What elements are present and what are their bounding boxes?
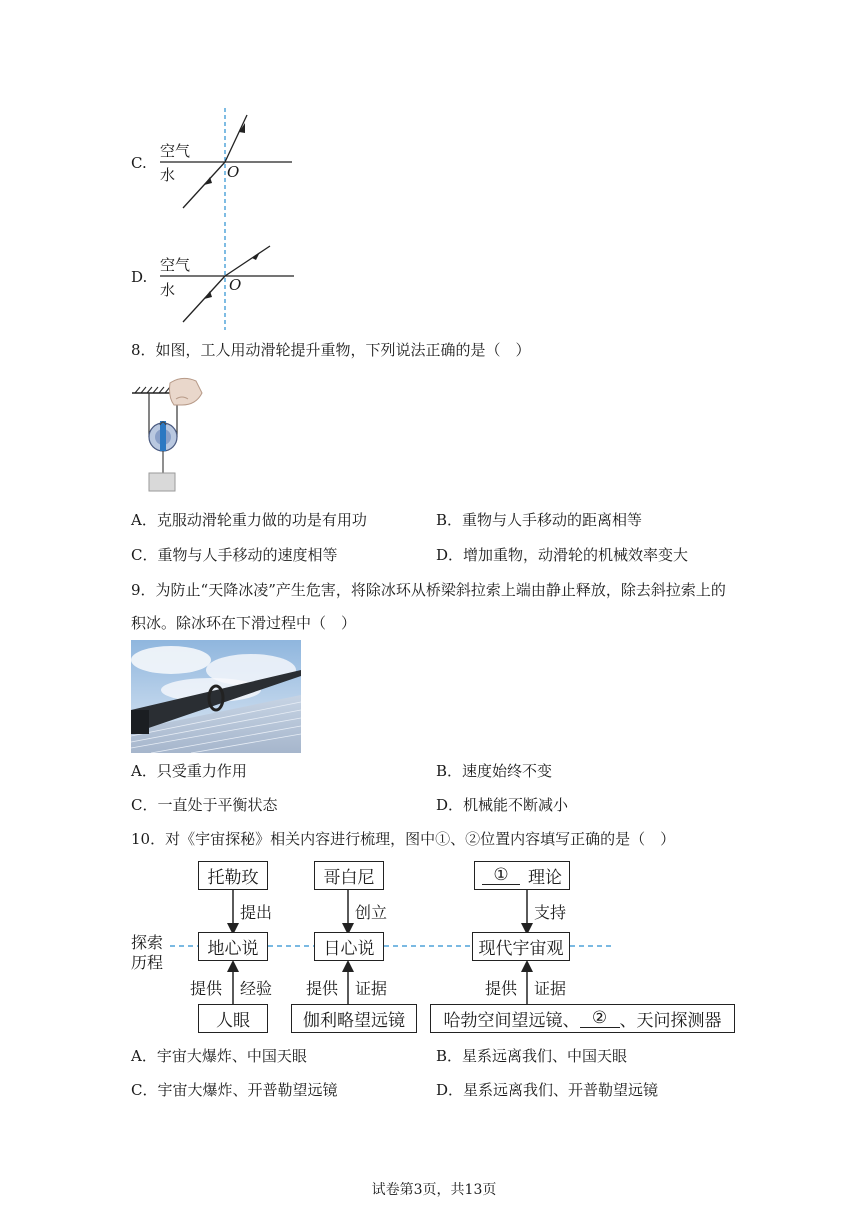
box-copernicus: 哥白尼 bbox=[314, 861, 384, 890]
q10-option-b[interactable]: B．星系远离我们、中国天眼 bbox=[436, 1047, 628, 1065]
label-provide-1: 提供 bbox=[190, 979, 223, 998]
q10-option-a[interactable]: A．宇宙大爆炸、中国天眼 bbox=[131, 1047, 307, 1065]
question-8-stem: 8．如图，工人用动滑轮提升重物，下列说法正确的是（ ） bbox=[131, 341, 531, 359]
tianwen-text: 、天问探测器 bbox=[619, 1011, 722, 1031]
q9-option-c[interactable]: C．一直处于平衡状态 bbox=[131, 796, 278, 814]
page-footer: 试卷第3页，共13页 bbox=[371, 1182, 497, 1198]
q8-option-c[interactable]: C．重物与人手移动的速度相等 bbox=[131, 546, 338, 564]
label-evidence-2: 证据 bbox=[355, 979, 388, 998]
box-galileo-telescope: 伽利略望远镜 bbox=[291, 1004, 417, 1033]
question-9-stem-line1: 9．为防止“天降冰凌”产生危害，将除冰环从桥梁斜拉索上端由静止释放，除去斜拉索上的 bbox=[131, 581, 726, 599]
q8-option-a[interactable]: A．克服动滑轮重力做的功是有用功 bbox=[131, 511, 367, 529]
water-label-c: 水 bbox=[160, 166, 176, 184]
box-heliocentric: 日心说 bbox=[314, 932, 384, 961]
box-modern-cosmology: 现代宇宙观 bbox=[472, 932, 570, 961]
box-ptolemy: 托勒玫 bbox=[198, 861, 268, 890]
label-support: 支持 bbox=[534, 903, 567, 922]
blank-2: ② bbox=[580, 1009, 620, 1028]
label-propose: 提出 bbox=[240, 903, 273, 922]
option-d-label: D. bbox=[131, 268, 148, 286]
q9-option-d[interactable]: D．机械能不断减小 bbox=[436, 796, 569, 814]
question-9-stem-line2: 积冰。除冰环在下滑过程中（ ） bbox=[131, 614, 357, 632]
label-provide-2: 提供 bbox=[306, 979, 339, 998]
point-o-label-d: O bbox=[229, 276, 242, 294]
point-o-label-c: O bbox=[227, 163, 240, 181]
q9-option-a[interactable]: A．只受重力作用 bbox=[131, 762, 247, 780]
box-human-eye: 人眼 bbox=[198, 1004, 268, 1033]
blank-1: ① bbox=[482, 866, 520, 885]
label-evidence-3: 证据 bbox=[534, 979, 567, 998]
water-label-d: 水 bbox=[160, 281, 176, 299]
air-label-d: 空气 bbox=[160, 256, 191, 274]
q9-option-b[interactable]: B．速度始终不变 bbox=[436, 762, 553, 780]
label-provide-3: 提供 bbox=[485, 979, 518, 998]
box-geocentric: 地心说 bbox=[198, 932, 268, 961]
air-label-c: 空气 bbox=[160, 142, 191, 160]
side-label-history: 历程 bbox=[131, 953, 164, 972]
box-hubble-blank-tianwen bbox=[430, 1004, 735, 1033]
q8-option-b[interactable]: B．重物与人手移动的距离相等 bbox=[436, 511, 643, 529]
option-c-label: C. bbox=[131, 154, 147, 172]
q10-option-d[interactable]: D．星系远离我们、开普勒望远镜 bbox=[436, 1081, 659, 1099]
theory-text: 理论 bbox=[528, 868, 562, 888]
q8-option-d[interactable]: D．增加重物，动滑轮的机械效率变大 bbox=[436, 546, 689, 564]
box-blank-1-theory bbox=[474, 861, 570, 890]
hubble-text: 哈勃空间望远镜、 bbox=[443, 1011, 580, 1031]
side-label-explore: 探索 bbox=[131, 933, 164, 952]
label-establish: 创立 bbox=[355, 903, 388, 922]
q10-option-c[interactable]: C．宇宙大爆炸、开普勒望远镜 bbox=[131, 1081, 338, 1099]
question-10-stem: 10．对《宇宙探秘》相关内容进行梳理，图中①、②位置内容填写正确的是（ ） bbox=[131, 830, 676, 848]
label-experience: 经验 bbox=[240, 979, 273, 998]
